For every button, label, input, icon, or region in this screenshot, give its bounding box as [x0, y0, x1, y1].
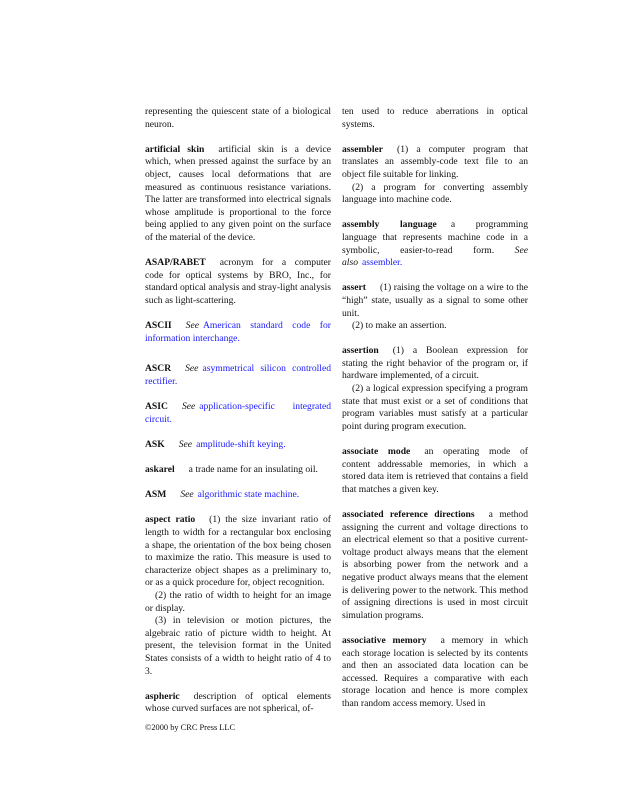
entry-term: assembly language [342, 219, 437, 231]
entry-term: assert [342, 282, 366, 294]
see-label: See [180, 489, 194, 501]
continued-entry [342, 106, 528, 131]
see-label: See [178, 438, 193, 450]
entry-term: ASAP/RABET [145, 257, 206, 269]
entry-text: a trade name for an insulating oil. [188, 464, 318, 476]
cross-reference-link[interactable]: assembler. [362, 257, 403, 269]
entry-term: assertion [342, 345, 379, 357]
entry-term: ASCR [145, 363, 172, 375]
entry-text: description of optical elements whose curved surfaces are not spherical, of- [145, 690, 331, 715]
continued-entry [145, 106, 331, 131]
right-column [342, 106, 528, 723]
entry-text: (3) in television or motion pictures, the algebraic ratio of picture width to height. At present, the television format in the United States consists of a width to height ratio of 4 to 3. [145, 615, 331, 677]
see-label: See also [342, 244, 528, 269]
entry-assert [342, 282, 528, 332]
entry-ascr [145, 363, 331, 388]
entry-text: artificial skin is a device which, when pressed against the surface by an object, causes local deformations that are measured as continuous resistance variations. The latter are transformed into electrical signals whose amplitude is proportional to the force being applied to any given point on the surface of the material of the device. [145, 143, 331, 243]
entry-term: ASIC [145, 401, 168, 413]
entry-ask [145, 439, 331, 452]
see-label: See [185, 320, 199, 332]
copyright-footer: ©2000 by CRC Press LLC [145, 723, 236, 732]
cross-reference-link[interactable]: algorithmic state machine. [197, 489, 300, 501]
entry-asic [145, 401, 331, 426]
entry-term: aspect ratio [145, 514, 196, 526]
entry-text: (2) the ratio of width to height for an image or display. [145, 589, 331, 614]
entry-text: representing the quiescent state of a biological neuron. [145, 106, 331, 130]
entry-term: ASK [145, 438, 165, 450]
entry-text: ten used to reduce aberrations in optical systems. [342, 106, 528, 130]
entry-associated-reference-directions [342, 509, 528, 622]
entry-term: associative memory [342, 634, 427, 646]
cross-reference-link[interactable]: asymmetrical silicon controlled rectifier. [145, 363, 331, 387]
entry-text: (2) a program for converting assembly language into machine code. [342, 181, 528, 206]
see-label: See [181, 401, 196, 413]
entry-text: acronym for a computer code for optical systems by BRO, Inc., for standard optical analysis and stray-light analysis such as light-scattering. [145, 257, 331, 306]
entry-assembler [342, 144, 528, 207]
entry-text: (2) a logical expression specifying a program state that must exist or a set of conditions that program variables must satisfy at a particular point during program execution. [342, 383, 528, 432]
entry-text: a method assigning the current and voltage directions to an electrical element so that a positive current-voltage product always means that the element is absorbing power from the network and a negative product always means that the element is delivering power to the network. This method of assigning directions is used in most circuit simulation programs. [342, 509, 529, 621]
see-label: See [185, 363, 199, 375]
entry-text: (2) to make an assertion. [352, 320, 447, 332]
entry-text: (1) a computer program that translates an assembly-code text file to an object file suitable for linking. [342, 143, 528, 180]
entry-term: ASCII [145, 320, 172, 332]
entry-term: askarel [145, 464, 175, 476]
entry-text: (1) the size invariant ratio of length to width for a rectangular box enclosing a shape, the orientation of the box being chosen to maximize the ratio. This measure is used to characterize object shapes as a preliminary to, or as a quick procedure for, object recognition. [145, 514, 331, 589]
entry-term: assembler [342, 143, 384, 155]
entry-text: an operating mode of content addressable memories, in which a stored data item is retrieved that contains a field that matches a given key. [342, 446, 528, 495]
entry-associative-memory [342, 635, 528, 711]
entry-artificial-skin [145, 144, 331, 245]
entry-term: ASM [145, 489, 167, 501]
entry-aspect-ratio [145, 514, 331, 678]
entry-associate-mode [342, 446, 528, 496]
entry-assembly-language [342, 219, 528, 269]
entry-assertion [342, 345, 528, 433]
cross-reference-link[interactable]: American standard code for information interchange. [145, 320, 331, 344]
entry-text: a programming language that represents machine code in a symbolic, easier-to-read form. [342, 219, 528, 256]
cross-reference-link[interactable]: application-specific integrated circuit. [145, 401, 331, 425]
entry-text: (1) raising the voltage on a wire to the “high” state, usually as a signal to some other unit. [342, 282, 528, 319]
cross-reference-link[interactable]: amplitude-shift keying. [196, 438, 286, 450]
entry-term: associated reference directions [342, 509, 475, 520]
entry-ascii [145, 320, 331, 345]
left-column [145, 106, 331, 729]
entry-text: (1) a Boolean expression for stating the right behavior of the program or, if hardware implemented, of a circuit. [342, 345, 528, 382]
entry-term: aspheric [145, 690, 180, 702]
entry-term: artificial skin [145, 143, 205, 155]
entry-text: a memory in which each storage location is selected by its contents and then an associated data location can be accessed. Requires a comparative with each storage location and hence is more complex than random access memory. Used in [342, 634, 528, 709]
entry-asap-rabet [145, 257, 331, 307]
entry-aspheric [145, 691, 331, 716]
entry-term: associate mode [342, 446, 411, 458]
entry-askarel [145, 464, 331, 477]
entry-asm [145, 489, 331, 502]
